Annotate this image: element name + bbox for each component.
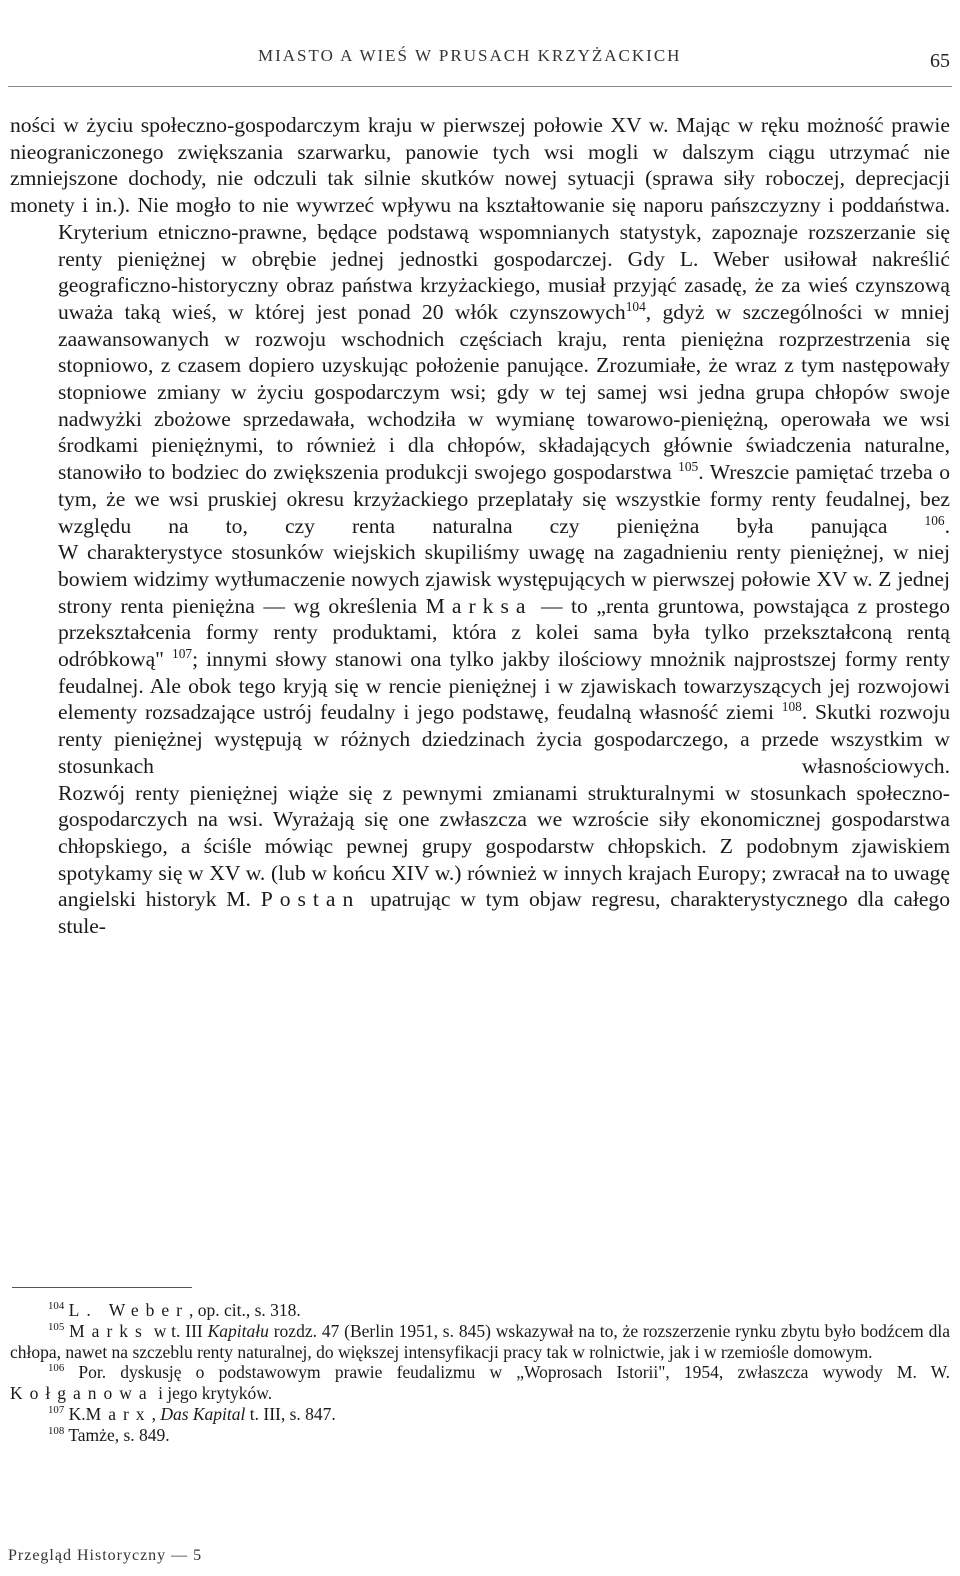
footnote-107: $^{107}$ K.Marx, Das Kapital t. III, s. 847. — [48, 1403, 336, 1424]
signature-line: Przegląd Historyczny — 5 — [8, 1547, 203, 1564]
footnote-ref: 104 — [625, 298, 646, 314]
footnote-105: $^{105}$ Marks w t. III Kapitału rozdz. 47 (Berlin 1951, s. 845) wskazywał na to, że rozszerzenie rynku zbytu było bodźcem dla chłopa, nawet na szczeblu renty naturalnej, do większej intensyfikacji pracy tak w rolnictwie, jak i w rzemiośle domowym. — [10, 1320, 951, 1362]
footnote-ref: 107 — [172, 645, 193, 661]
page-number: 65 — [930, 50, 950, 72]
paragraph-3: W charakterystyce stosunków wiejskich skupiliśmy uwagę na zagadnieniu renty pieniężnej, w niej bowiem widzimy wytłumaczenie nowych zjawisk występujących w pierwszej połowie XV w. Z jednej strony renta pieniężna — wg określenia Marksa — to „renta gruntowa, powstająca z prostego przekształcenia formy renty produktami, która z kolei sama była tylko przekształconą rentą odróbkową" $^{107}$; innymi słowy stanowi ona tylko jakby ilościowy mnożnik najprostszej formy renty feudalnej. Ale obok tego kryją się w rencie pieniężnej i w zjawiskach towarzyszących jej rozwojowi elementy rozsadzające ustrój feudalny i jego podstawę, feudalną własność ziemi $^{108}$. Skutki rozwoju renty pieniężnej występują w różnych dziedzinach życia gospodarczego, a przede wszystkim w stosunkach własnościowych. — [58, 540, 950, 778]
main-text — [10, 112, 950, 940]
footnotes — [10, 1300, 950, 1446]
footnote-108: $^{108}$ Tamże, s. 849. — [48, 1424, 170, 1445]
footnote-rule — [12, 1287, 192, 1288]
author-spaced: Postan — [260, 887, 361, 912]
paragraph-1: ności w życiu społeczno-gospodarczym kraju w pierwszej połowie XV w. Mając w ręku możność prawie nieograniczonego zwiększania szarwarku, panowie tych wsi mogli w dalszym ciągu utrzymać nie zmniejszone dochody, nie odczuli tak silnie skutków nowej sytuacji (sprawa siły roboczej, deprecjacji monety i in.). Nie mogło to nie wywrzeć wpływu na kształtowanie się naporu pańszczyzny i poddaństwa. — [10, 113, 950, 218]
header-rule — [8, 86, 952, 87]
footnote-ref: 106 — [924, 512, 945, 528]
author-spaced: Marksa — [425, 593, 533, 618]
footnote-106: $^{106}$ Por. dyskusję o podstawowym prawie feudalizmu w „Woprosach Istorii", 1954, zwłaszcza wywody M. W. Kołganowa i jego krytyków. — [10, 1362, 950, 1404]
footnote-104: $^{104}$ L. Weber, op. cit., s. 318. — [48, 1300, 301, 1320]
footnote-ref: 108 — [781, 699, 802, 715]
paragraph-4: Rozwój renty pieniężnej wiąże się z pewnymi zmianami strukturalnymi w stosunkach społeczno-gospodarczych na wsi. Wyrażają się one zwłaszcza we wzroście siły ekonomicznej gospodarstwa chłopskiego, a ściśle mówiąc pewnej grupy gospodarstw chłopskich. Z podobnym zjawiskiem spotykamy się w XV w. (lub w końcu XIV w.) również w innych krajach Europy; zwracał na to uwagę angielski historyk M. Postan upatrując w tym objaw regresu, charakterystycznego dla całego stule- — [58, 780, 951, 939]
running-title: MIASTO A WIEŚ W PRUSACH KRZYŻACKICH — [258, 46, 682, 65]
footnote-ref: 105 — [678, 458, 699, 474]
paragraph-2: Kryterium etniczno-prawne, będące podstawą wspomnianych statystyk, zapoznaje rozszerzanie się renty pieniężnej w obrębie jednej jednostki gospodarczej. Gdy L. Weber usiłował nakreślić geograficzno-historyczny obraz państwa krzyżackiego, musiał przyjąć zasadę, że za wieś czynszową uważa taką wieś, w której jest ponad 20 włók czynszowych$^{104}$, gdyż w szczególności w mniej zaawansowanych w rozwoju wschodnich częściach kraju, renta pieniężna rozprzestrzenia się stopniowo, z czasem dopiero uzyskując położenie panujące. Zrozumiałe, że wraz z tym następowały stopniowe zmiany w życiu gospodarczym wsi; gdy w tej samej wsi jedna grupa chłopów swoje nadwyżki zbożowe sprzedawała, wchodziła w wymianę towarowo-pieniężną, operowała we wsi środkami pieniężnymi, to również i dla chłopów, składających głównie świadczenia naturalne, stanowiło to bodziec do zwiększenia produkcji swojego gospodarstwa $^{105}$. Wreszcie pamiętać trzeba o tym, że we wsi pruskiej okresu krzyżackiego przeplatały się wszystkie formy renty feudalnej, bez względu na to, czy renta naturalna czy pieniężna była panująca $^{106}$. — [58, 219, 950, 538]
